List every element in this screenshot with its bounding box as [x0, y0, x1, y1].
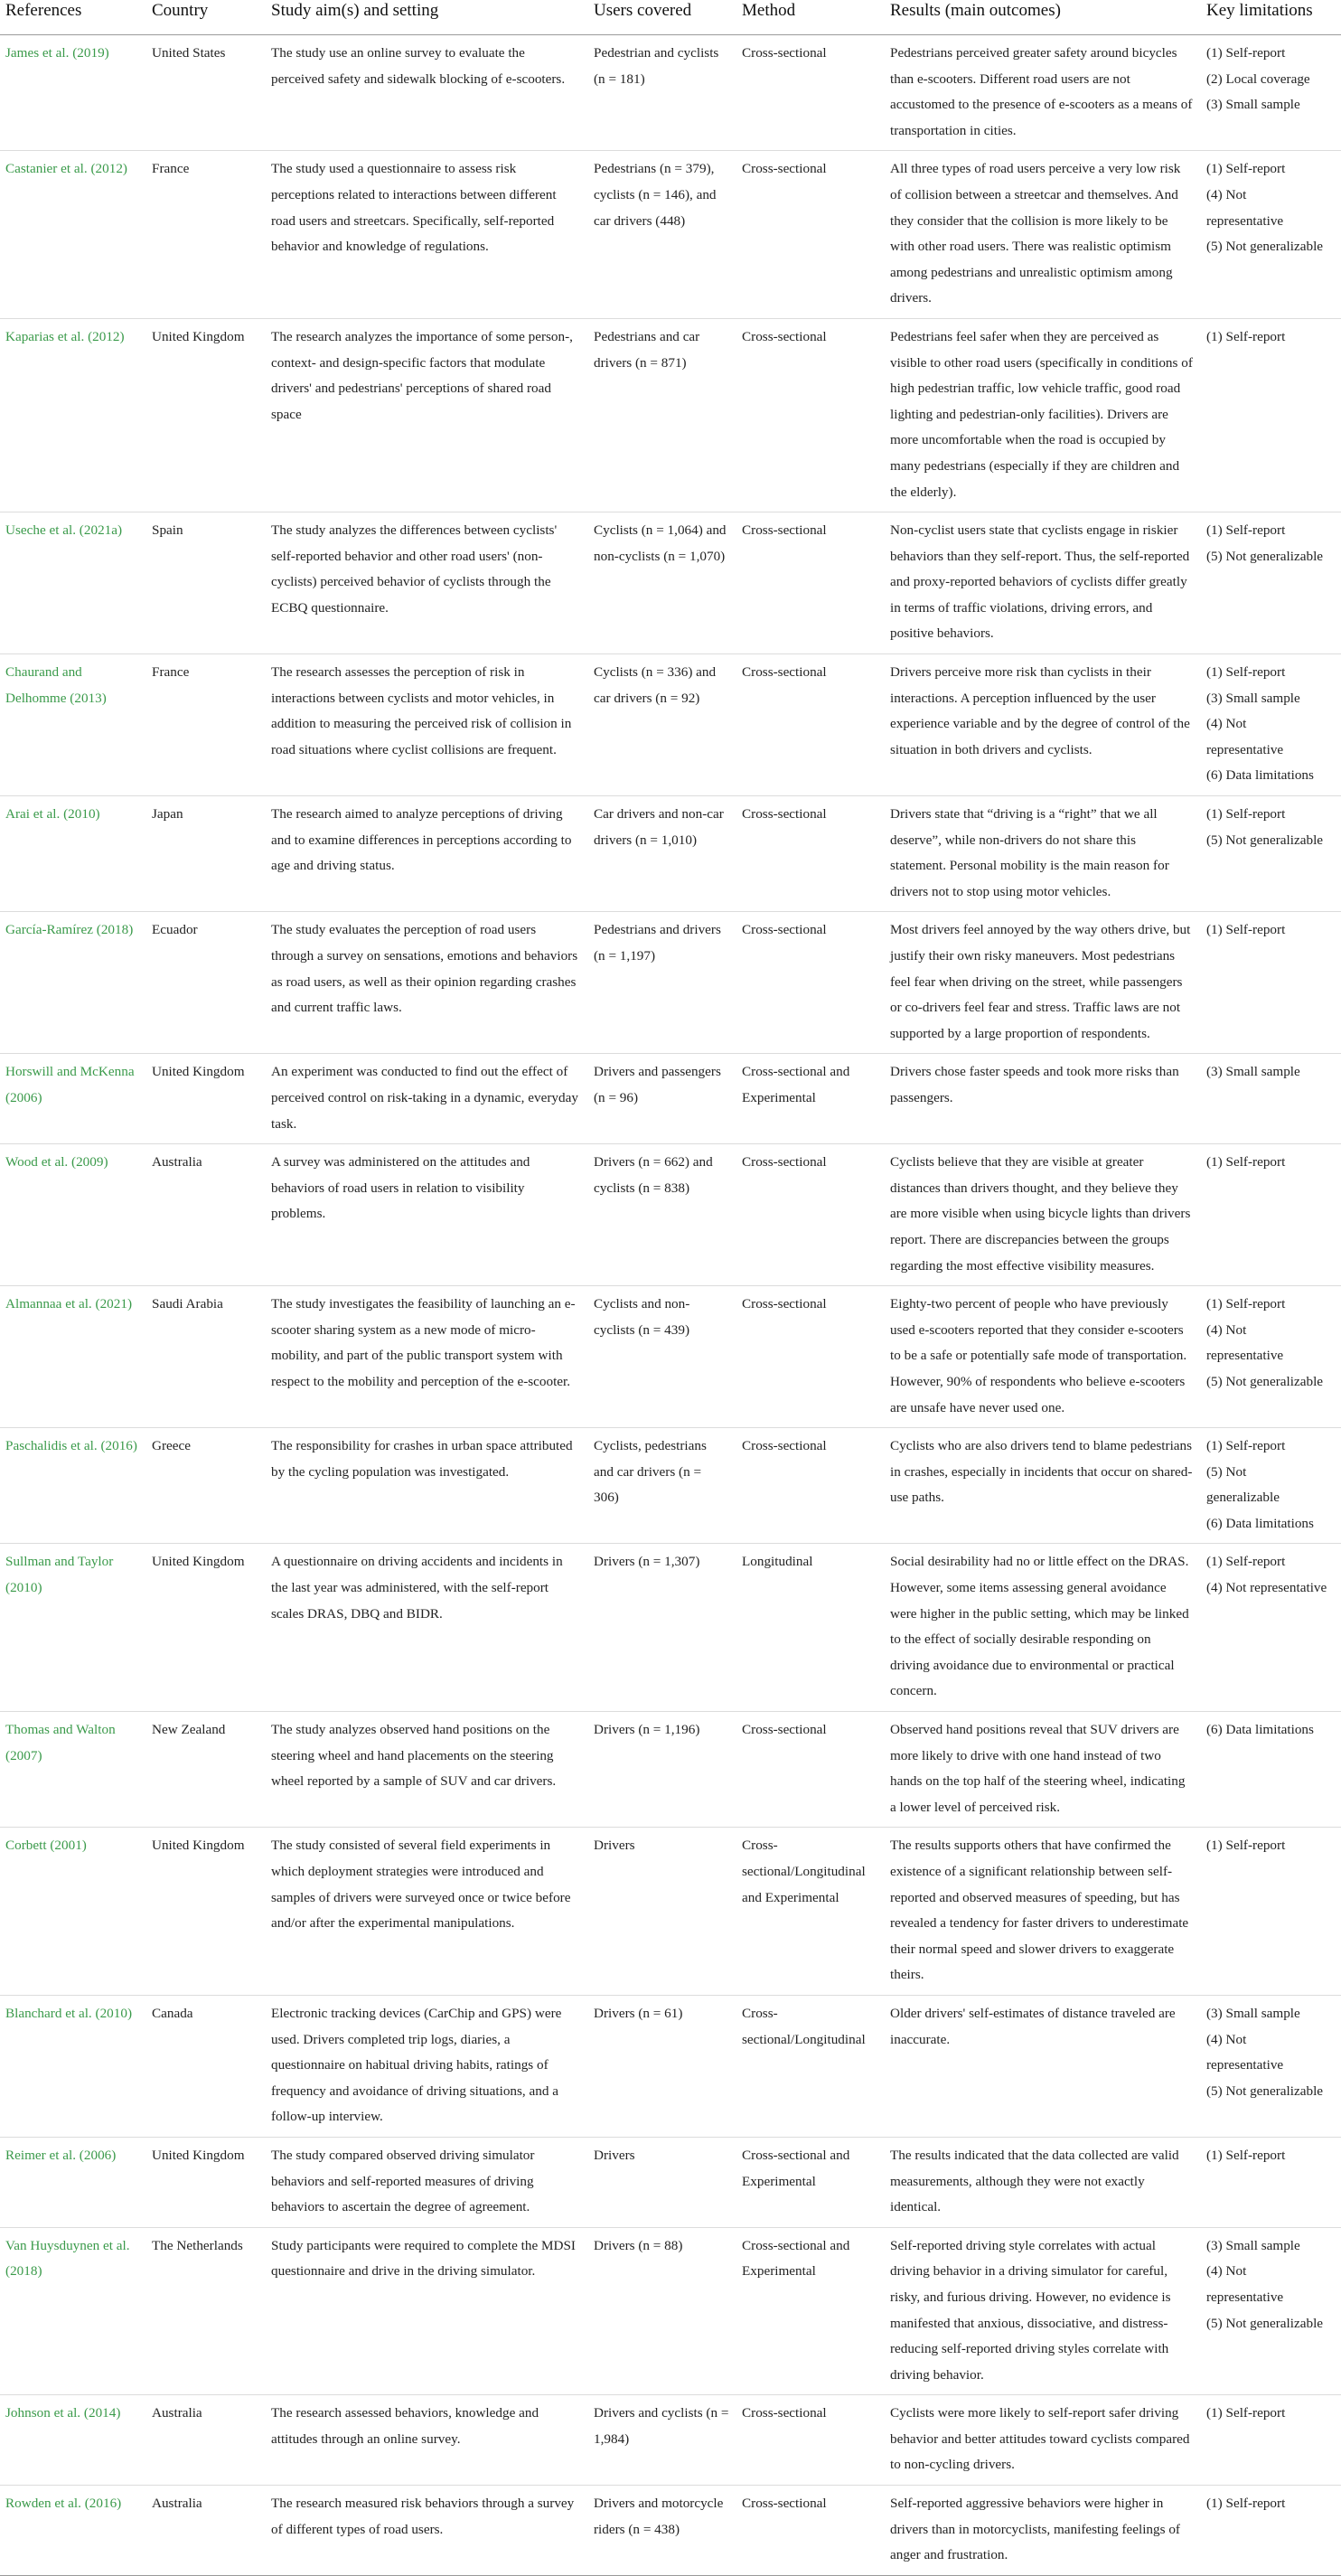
reference-tail[interactable]: ) [119, 328, 125, 344]
table-header [0, 0, 1341, 35]
limitation-item: (5) Not generalizable [1206, 832, 1324, 848]
reference-tail[interactable]: ) [116, 2405, 121, 2421]
limitation-item: (5) Not generalizable [1206, 2082, 1324, 2099]
country-cell: United States [146, 35, 266, 151]
reference-tail[interactable]: ) [37, 1747, 42, 1763]
aim-cell: The research assesses the perception of risk in interactions between cyclists and motor vehicles, in addition to measuring the perceived risk of collision in road situations where cyclist collisions are frequent. [266, 654, 588, 796]
limitation-item: (1) Self-report [1206, 1438, 1286, 1454]
method-cell: Cross-sectional [736, 1712, 885, 1828]
users-cell: Drivers and passengers (n = 96) [588, 1054, 736, 1144]
reference-cell [0, 151, 146, 319]
limitations-cell [1201, 35, 1341, 151]
limitations-cell [1201, 512, 1341, 654]
limitations-cell [1201, 654, 1341, 796]
reference-cell [0, 1054, 146, 1144]
users-cell: Cyclists (n = 336) and car drivers (n = 92) [588, 654, 736, 796]
reference-link[interactable] [5, 45, 109, 61]
results-cell: Drivers chose faster speeds and took more risks than passengers. [885, 1054, 1201, 1144]
country-cell: Australia [146, 2486, 266, 2576]
users-cell: Pedestrian and cyclists (n = 181) [588, 35, 736, 151]
aim-cell: The study analyzes the differences between cyclists' self-reported behavior and other road users' (non-cyclists) perceived behavior of cyclists through the ECBQ questionnaire. [266, 512, 588, 654]
reference-cell [0, 1828, 146, 1996]
results-cell: The results indicated that the data collected are valid measurements, although they were not exactly identical. [885, 2137, 1201, 2227]
country-cell: Japan [146, 796, 266, 912]
users-cell: Pedestrians and drivers (n = 1,197) [588, 912, 736, 1054]
limitation-item: (4) Not representative [1206, 1580, 1327, 1596]
limitation-item: (4) Not [1206, 716, 1247, 732]
limitation-item: (3) Small sample [1206, 2005, 1300, 2021]
aim-cell: The study consisted of several field experiments in which deployment strategies were introduced and samples of drivers were surveyed once or twice before and/or after the experimental manipulations. [266, 1828, 588, 1996]
limitation-item: (3) Small sample [1206, 2237, 1300, 2253]
limitation-item: (1) Self-report [1206, 1554, 1286, 1570]
country-cell: The Netherlands [146, 2227, 266, 2395]
reference-link[interactable] [5, 2006, 132, 2021]
header-aim: Study aim(s) and setting [266, 0, 588, 35]
reference-link[interactable] [5, 1438, 137, 1453]
results-cell: Older drivers' self-estimates of distance traveled are inaccurate. [885, 1995, 1201, 2137]
country-cell: United Kingdom [146, 2137, 266, 2227]
results-cell: Drivers perceive more risk than cyclists in their interactions. A perception influenced by the user experience variable and by the degree of control of the situation in both drivers and cyclists. [885, 654, 1201, 796]
reference-cell [0, 318, 146, 512]
results-cell: Cyclists were more likely to self-report safer driving behavior and better attitudes toward cyclists compared to non-cycling drivers. [885, 2395, 1201, 2486]
reference-cell [0, 1712, 146, 1828]
method-cell: Cross-sectional/Longitudinal and Experimental [736, 1828, 885, 1996]
limitation-item: (1) Self-report [1206, 1838, 1286, 1854]
users-cell: Drivers (n = 61) [588, 1995, 736, 2137]
method-cell: Cross-sectional [736, 2486, 885, 2576]
method-cell: Cross-sectional [736, 151, 885, 319]
reference-year[interactable]: 2021a [83, 522, 117, 539]
reference-link[interactable] [5, 522, 122, 538]
reference-year[interactable]: 2010 [68, 806, 96, 823]
header-users: Users covered [588, 0, 736, 35]
table-row [0, 2227, 1341, 2395]
limitation-item: representative [1206, 1348, 1284, 1364]
reference-tail[interactable]: ) [103, 1154, 108, 1170]
aim-cell: Study participants were required to complete the MDSI questionnaire and drive in the driving simulator. [266, 2227, 588, 2395]
method-cell: Cross-sectional [736, 1286, 885, 1428]
method-cell: Cross-sectional [736, 796, 885, 912]
users-cell: Pedestrians (n = 379), cyclists (n = 146), and car drivers (448) [588, 151, 736, 319]
users-cell: Drivers (n = 88) [588, 2227, 736, 2395]
header-references: References [0, 0, 146, 35]
table-row [0, 1828, 1341, 1996]
reference-cell [0, 1144, 146, 1286]
limitation-item: (1) Self-report [1206, 328, 1286, 344]
reference-author[interactable]: Kaparias et al. ( [5, 328, 93, 344]
users-cell: Cyclists, pedestrians and car drivers (n = 306) [588, 1428, 736, 1544]
method-cell: Cross-sectional [736, 1144, 885, 1286]
aim-cell: The research aimed to analyze perceptions of driving and to examine differences in perceptions according to age and driving status. [266, 796, 588, 912]
reference-tail[interactable]: ) [101, 690, 107, 706]
table-row [0, 35, 1341, 151]
results-cell: Most drivers feel annoyed by the way others drive, but justify their own risky maneuvers. Most pedestrians feel fear when driving on the street, while passengers or co-drivers feel fear and stress. Traffic laws are not supported by a large proportion of respondents. [885, 912, 1201, 1054]
limitation-item: (2) Local coverage [1206, 71, 1310, 87]
country-cell: Greece [146, 1428, 266, 1544]
users-cell: Drivers (n = 1,196) [588, 1712, 736, 1828]
aim-cell: The research measured risk behaviors through a survey of different types of road users. [266, 2486, 588, 2576]
reference-tail[interactable]: ) [128, 922, 134, 938]
limitations-cell [1201, 2486, 1341, 2576]
country-cell: Saudi Arabia [146, 1286, 266, 1428]
limitation-item: generalizable [1206, 1490, 1280, 1506]
header-results: Results (main outcomes) [885, 0, 1201, 35]
limitations-cell [1201, 2227, 1341, 2395]
users-cell: Drivers [588, 2137, 736, 2227]
aim-cell: A questionnaire on driving accidents and incidents in the last year was administered, with the self-report scales DRAS, DBQ and BIDR. [266, 1544, 588, 1712]
reference-link[interactable] [5, 922, 133, 937]
reference-link[interactable] [5, 1554, 113, 1595]
reference-year[interactable]: 2012 [95, 161, 123, 177]
country-cell: Canada [146, 1995, 266, 2137]
reference-cell [0, 2227, 146, 2395]
reference-link[interactable] [5, 329, 125, 344]
aim-cell: The study use an online survey to evaluate the perceived safety and sidewalk blocking of e-scooters. [266, 35, 588, 151]
reference-year[interactable]: 2016 [89, 2496, 117, 2512]
method-cell: Cross-sectional [736, 318, 885, 512]
users-cell: Car drivers and non-car drivers (n = 1,010) [588, 796, 736, 912]
results-cell: All three types of road users perceive a very low risk of collision between a streetcar and themselves. And they consider that the collision is more likely to be with other road users. There was realistic optimism among pedestrians and unrealistic optimism among drivers. [885, 151, 1201, 319]
reference-year[interactable]: 2019 [77, 45, 105, 61]
table-row [0, 1428, 1341, 1544]
limitation-item: (1) Self-report [1206, 45, 1286, 61]
method-cell: Cross-sectional and Experimental [736, 2227, 885, 2395]
country-cell: New Zealand [146, 1712, 266, 1828]
reference-link[interactable] [5, 2238, 130, 2280]
limitation-item: (1) Self-report [1206, 522, 1286, 539]
reference-year[interactable]: 2021 [99, 1296, 127, 1312]
reference-tail[interactable]: ) [127, 2005, 133, 2021]
limitations-cell [1201, 1544, 1341, 1712]
reference-link[interactable] [5, 664, 107, 706]
results-cell: Eighty-two percent of people who have previously used e-scooters reported that they consider e-scooters to be a safe or potentially safe mode of transportation. However, 90% of respondents who believe e-scooters are unsafe have never used one. [885, 1286, 1201, 1428]
aim-cell: A survey was administered on the attitudes and behaviors of road users in relation to visibility problems. [266, 1144, 588, 1286]
table-row [0, 796, 1341, 912]
users-cell: Pedestrians and car drivers (n = 871) [588, 318, 736, 512]
results-cell: Social desirability had no or little effect on the DRAS. However, some items assessing general avoidance were higher in the public setting, which may be linked to the effect of socially desirable responding on driving avoidance due to environmental or practical concern. [885, 1544, 1201, 1712]
reference-cell [0, 1544, 146, 1712]
limitations-cell [1201, 1712, 1341, 1828]
users-cell: Drivers and motorcycle riders (n = 438) [588, 2486, 736, 2576]
method-cell: Longitudinal [736, 1544, 885, 1712]
limitations-cell [1201, 1054, 1341, 1144]
reference-cell [0, 796, 146, 912]
reference-link[interactable] [5, 1838, 87, 1853]
results-cell: Non-cyclist users state that cyclists engage in riskier behaviors than they self-report. Thus, the self-reported and proxy-reported behaviors of cyclists differ greatly in terms of traffic violations, driving errors, and positive behaviors. [885, 512, 1201, 654]
table-row [0, 151, 1341, 319]
limitation-item: (4) Not [1206, 1321, 1247, 1338]
reference-author[interactable]: Reimer et al. ( [5, 2147, 84, 2163]
reference-year[interactable]: 2012 [92, 328, 120, 344]
results-cell: Cyclists who are also drivers tend to blame pedestrians in crashes, especially in incidents that occur on shared-use paths. [885, 1428, 1201, 1544]
country-cell: Spain [146, 512, 266, 654]
reference-cell [0, 2395, 146, 2486]
aim-cell: The research analyzes the importance of some person-, context- and design-specific factors that modulate drivers' and pedestrians' perceptions of shared road space [266, 318, 588, 512]
table-row [0, 2137, 1341, 2227]
limitation-item: (5) Not generalizable [1206, 548, 1324, 564]
reference-cell [0, 512, 146, 654]
table-row [0, 1712, 1341, 1828]
limitation-item: (5) Not generalizable [1206, 1373, 1324, 1389]
reference-link[interactable] [5, 1722, 116, 1763]
header-country: Country [146, 0, 266, 35]
country-cell: Australia [146, 1144, 266, 1286]
reference-cell [0, 2137, 146, 2227]
reference-tail[interactable]: ) [122, 161, 127, 177]
table-row [0, 1054, 1341, 1144]
results-cell: Cyclists believe that they are visible at greater distances than drivers thought, and they believe they are more visible when using bicycle lights than drivers report. There are discrepancies between the groups regarding the most effective visibility measures. [885, 1144, 1201, 1286]
table-row [0, 912, 1341, 1054]
country-cell: United Kingdom [146, 1544, 266, 1712]
limitation-item: (1) Self-report [1206, 922, 1286, 938]
table-row [0, 1544, 1341, 1712]
method-cell: Cross-sectional [736, 654, 885, 796]
limitation-item: (1) Self-report [1206, 806, 1286, 823]
reference-author[interactable]: Arai et al. ( [5, 806, 69, 823]
limitations-cell [1201, 2395, 1341, 2486]
aim-cell: The study analyzes observed hand positions on the steering wheel and hand placements on the steering wheel reported by a sample of SUV and car drivers. [266, 1712, 588, 1828]
reference-tail[interactable]: ) [95, 806, 100, 823]
limitation-item: representative [1206, 212, 1284, 229]
aim-cell: An experiment was conducted to find out the effect of perceived control on risk-taking in a dynamic, everyday task. [266, 1054, 588, 1144]
reference-year[interactable]: 2013 [74, 690, 102, 706]
limitations-cell [1201, 796, 1341, 912]
limitation-item: (5) Not generalizable [1206, 2315, 1324, 2331]
table-row [0, 2395, 1341, 2486]
reference-author[interactable]: Castanier et al. ( [5, 161, 96, 177]
limitation-item: (6) Data limitations [1206, 767, 1314, 784]
limitation-item: (4) Not [1206, 2263, 1247, 2280]
country-cell: Australia [146, 2395, 266, 2486]
method-cell: Cross-sectional [736, 35, 885, 151]
reference-tail[interactable]: ) [117, 522, 123, 539]
limitation-item: (6) Data limitations [1206, 1515, 1314, 1531]
reference-year[interactable]: 2014 [88, 2405, 117, 2421]
results-cell: Pedestrians perceived greater safety around bicycles than e-scooters. Different road users are not accustomed to the presence of e-scooters as a means of transportation in cities. [885, 35, 1201, 151]
reference-link[interactable] [5, 806, 100, 822]
reference-link[interactable] [5, 2496, 121, 2511]
method-cell: Cross-sectional [736, 912, 885, 1054]
limitation-item: (1) Self-report [1206, 161, 1286, 177]
users-cell: Drivers (n = 1,307) [588, 1544, 736, 1712]
results-cell: Self-reported aggressive behaviors were higher in drivers than in motorcyclists, manifesting feelings of anger and frustration. [885, 2486, 1201, 2576]
reference-tail[interactable]: ) [37, 1089, 42, 1105]
method-cell: Cross-sectional/Longitudinal [736, 1995, 885, 2137]
header-row [0, 0, 1341, 35]
reference-tail[interactable]: ) [104, 45, 109, 61]
limitation-item: (4) Not [1206, 186, 1247, 202]
reference-author[interactable]: Useche et al. ( [5, 522, 84, 539]
reference-cell [0, 35, 146, 151]
table-row [0, 1144, 1341, 1286]
reference-tail[interactable]: ) [127, 1296, 133, 1312]
table-row [0, 512, 1341, 654]
table-row [0, 1286, 1341, 1428]
aim-cell: The study used a questionnaire to assess risk perceptions related to interactions between different road users and streetcars. Specifically, self-reported behavior and knowledge of regulations. [266, 151, 588, 319]
limitation-item: (1) Self-report [1206, 2147, 1286, 2163]
reference-year[interactable]: 2006 [10, 1089, 38, 1105]
country-cell: United Kingdom [146, 1828, 266, 1996]
reference-author[interactable]: Almannaa et al. ( [5, 1296, 100, 1312]
reference-year[interactable]: 2006 [83, 2147, 112, 2163]
limitations-cell [1201, 1144, 1341, 1286]
reference-link[interactable] [5, 2148, 116, 2163]
reference-tail[interactable]: ) [117, 2496, 122, 2512]
users-cell: Drivers (n = 662) and cyclists (n = 838) [588, 1144, 736, 1286]
reference-author[interactable]: Chaurand and Delhomme ( [5, 664, 82, 706]
limitation-item: representative [1206, 2057, 1284, 2073]
results-cell: Self-reported driving style correlates with actual driving behavior in a driving simulator for careful, risky, and furious driving. However, no evidence is manifested that anxious, dissociative, and distress-reducing self-reported driving styles correlate with driving behavior. [885, 2227, 1201, 2395]
country-cell: United Kingdom [146, 318, 266, 512]
table-body [0, 35, 1341, 2576]
limitations-cell [1201, 912, 1341, 1054]
reference-link[interactable] [5, 1064, 135, 1105]
reference-link[interactable] [5, 2405, 120, 2421]
reference-author[interactable]: Wood et al. ( [5, 1154, 77, 1170]
method-cell: Cross-sectional [736, 2395, 885, 2486]
users-cell: Drivers and cyclists (n = 1,984) [588, 2395, 736, 2486]
aim-cell: The responsibility for crashes in urban space attributed by the cycling population was investigated. [266, 1428, 588, 1544]
country-cell: France [146, 654, 266, 796]
method-cell: Cross-sectional [736, 1428, 885, 1544]
country-cell: Ecuador [146, 912, 266, 1054]
reference-year[interactable]: 2018 [10, 2263, 38, 2280]
limitation-item: (3) Small sample [1206, 690, 1300, 706]
aim-cell: The research assessed behaviors, knowledge and attitudes through an online survey. [266, 2395, 588, 2486]
results-cell: Drivers state that “driving is a “right” that we all deserve”, while non-drivers do not share this statement. Personal mobility is the main reason for drivers not to stop using motor vehicles. [885, 796, 1201, 912]
results-cell: Observed hand positions reveal that SUV drivers are more likely to drive with one hand instead of two hands on the top half of the steering wheel, indicating a lower level of perceived risk. [885, 1712, 1201, 1828]
limitation-item: (1) Self-report [1206, 664, 1286, 681]
reference-tail[interactable]: ) [37, 1580, 42, 1596]
limitation-item: (1) Self-report [1206, 1296, 1286, 1312]
aim-cell: The study investigates the feasibility of launching an e-scooter sharing system as a new mode of micro-mobility, and part of the public transport system with respect to the mobility and perception of the e-scooter. [266, 1286, 588, 1428]
table-row [0, 318, 1341, 512]
method-cell: Cross-sectional and Experimental [736, 2137, 885, 2227]
reference-author[interactable]: Sullman and Taylor ( [5, 1554, 114, 1596]
reference-author[interactable]: Van Huysduynen et al. ( [5, 2237, 130, 2280]
limitation-item: (1) Self-report [1206, 1154, 1286, 1170]
limitation-item: (1) Self-report [1206, 2405, 1286, 2421]
header-limitations: Key limitations [1201, 0, 1341, 35]
users-cell: Cyclists (n = 1,064) and non-cyclists (n = 1,070) [588, 512, 736, 654]
reference-year[interactable]: 2016 [105, 1438, 133, 1454]
limitations-cell [1201, 1828, 1341, 1996]
reference-author[interactable]: Rowden et al. ( [5, 2496, 89, 2512]
header-method: Method [736, 0, 885, 35]
reference-year[interactable]: 2009 [76, 1154, 104, 1170]
reference-cell [0, 912, 146, 1054]
reference-tail[interactable]: ) [37, 2263, 42, 2280]
limitation-item: (5) Not generalizable [1206, 239, 1324, 255]
results-cell: Pedestrians feel safer when they are perceived as visible to other road users (specifically in conditions of high pedestrian traffic, low vehicle traffic, good road lighting and pedestrian-only facilities). Drivers are more uncomfortable when the road is occupied by many pedestrians (especially if they are children and the elderly). [885, 318, 1201, 512]
reference-tail[interactable]: ) [111, 2147, 117, 2163]
reference-cell [0, 1995, 146, 2137]
limitation-item: representative [1206, 2289, 1284, 2305]
aim-cell: Electronic tracking devices (CarChip and GPS) were used. Drivers completed trip logs, diaries, a questionnaire on habitual driving habits, ratings of frequency and avoidance of driving situations, and a follow-up interview. [266, 1995, 588, 2137]
reference-link[interactable] [5, 1296, 132, 1312]
reference-author[interactable]: Horswill and McKenna ( [5, 1064, 135, 1105]
limitation-item: (5) Not [1206, 1463, 1247, 1480]
country-cell: France [146, 151, 266, 319]
reference-author[interactable]: Corbett ( [5, 1838, 55, 1854]
reference-link[interactable] [5, 1154, 108, 1170]
reference-year[interactable]: 2018 [100, 922, 129, 938]
reference-author[interactable]: García-Ramírez ( [5, 922, 101, 938]
table-row [0, 654, 1341, 796]
reference-author[interactable]: James et al. ( [5, 45, 78, 61]
reference-author[interactable]: Johnson et al. ( [5, 2405, 89, 2421]
method-cell: Cross-sectional and Experimental [736, 1054, 885, 1144]
reference-tail[interactable]: ) [81, 1838, 87, 1854]
reference-cell [0, 654, 146, 796]
users-cell: Drivers [588, 1828, 736, 1996]
reference-year[interactable]: 2001 [54, 1838, 82, 1854]
table-row [0, 2486, 1341, 2576]
aim-cell: The study compared observed driving simulator behaviors and self-reported measures of driving behaviors to ascertain the degree of agreement. [266, 2137, 588, 2227]
limitation-item: (6) Data limitations [1206, 1722, 1314, 1738]
reference-link[interactable] [5, 161, 127, 176]
reference-cell [0, 1428, 146, 1544]
users-cell: Cyclists and non-cyclists (n = 439) [588, 1286, 736, 1428]
results-cell: The results supports others that have confirmed the existence of a significant relationship between self-reported and observed measures of speeding, but has revealed a tendency for faster drivers to underestimate their normal speed and slower drivers to exaggerate theirs. [885, 1828, 1201, 1996]
aim-cell: The study evaluates the perception of road users through a survey on sensations, emotions and behaviors as road users, as well as their opinion regarding crashes and current traffic laws. [266, 912, 588, 1054]
reference-cell [0, 1286, 146, 1428]
reference-year[interactable]: 2007 [10, 1747, 38, 1763]
reference-author[interactable]: Blanchard et al. ( [5, 2005, 100, 2021]
method-cell: Cross-sectional [736, 512, 885, 654]
country-cell: United Kingdom [146, 1054, 266, 1144]
limitations-cell [1201, 318, 1341, 512]
limitation-item: representative [1206, 741, 1284, 757]
limitation-item: (4) Not [1206, 2031, 1247, 2047]
limitations-cell [1201, 2137, 1341, 2227]
limitation-item: (3) Small sample [1206, 1064, 1300, 1080]
limitation-item: (1) Self-report [1206, 2496, 1286, 2512]
table-row [0, 1995, 1341, 2137]
reference-cell [0, 2486, 146, 2576]
reference-year[interactable]: 2010 [99, 2005, 127, 2021]
limitation-item: (3) Small sample [1206, 97, 1300, 113]
limitations-cell [1201, 1286, 1341, 1428]
limitations-cell [1201, 1995, 1341, 2137]
reference-tail[interactable]: ) [132, 1438, 137, 1454]
reference-year[interactable]: 2010 [10, 1580, 38, 1596]
limitations-cell [1201, 1428, 1341, 1544]
reference-author[interactable]: Paschalidis et al. ( [5, 1438, 106, 1454]
reference-author[interactable]: Thomas and Walton ( [5, 1722, 116, 1763]
limitations-cell [1201, 151, 1341, 319]
